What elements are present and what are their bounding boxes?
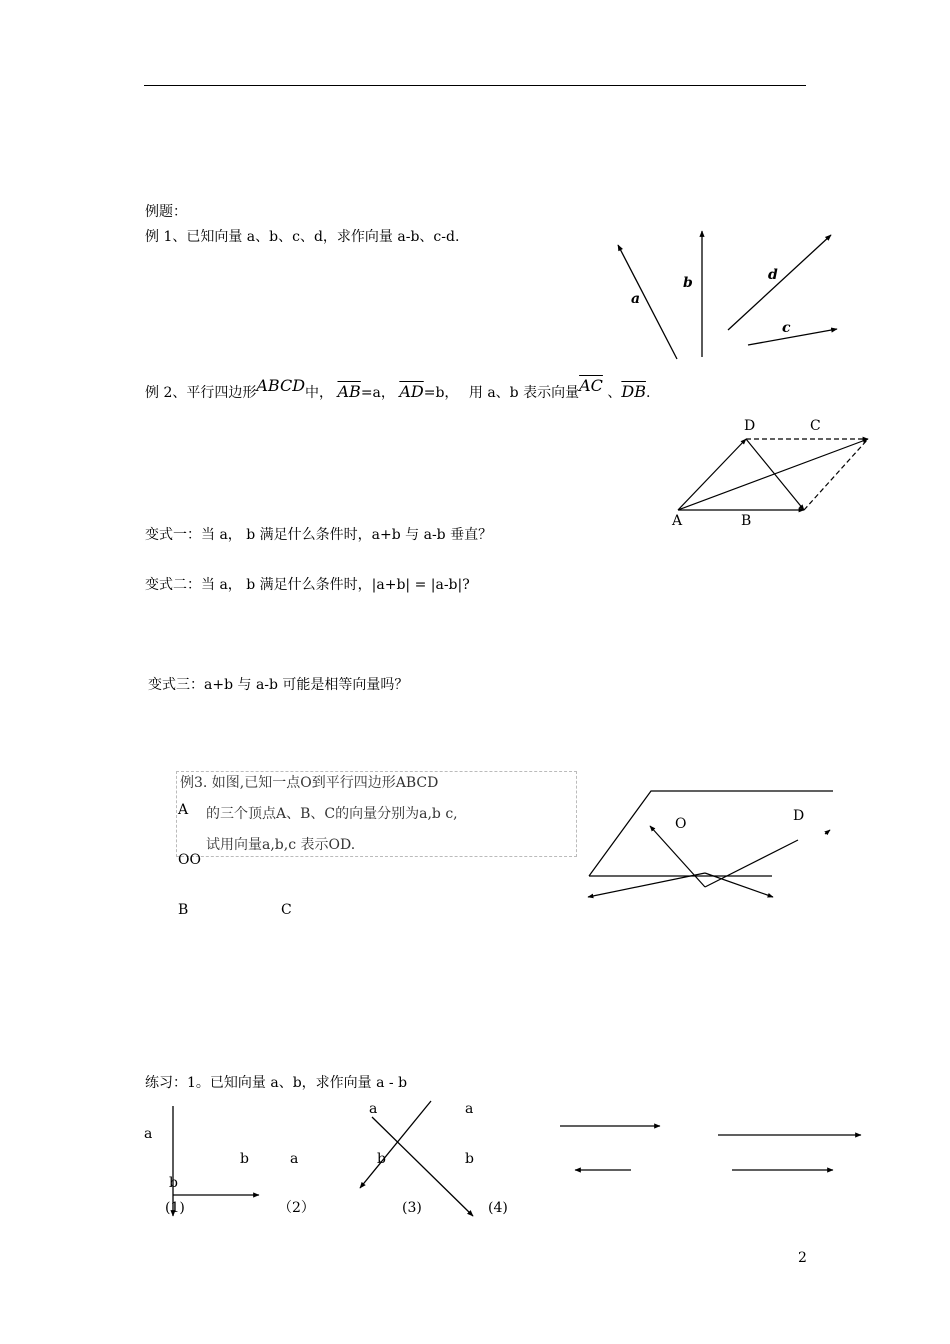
example-3-label-c: C bbox=[281, 902, 292, 918]
practice-1-b2: b bbox=[169, 1175, 178, 1191]
ex2-vec-ad: $\overline{AD}$ bbox=[399, 382, 424, 401]
example-3-figure bbox=[588, 791, 833, 897]
vector-d-label: d bbox=[768, 267, 778, 283]
ex2-sep: 、 bbox=[607, 385, 622, 401]
example-1-text: 例 1、已知向量 a、b、c、d，求作向量 a-b、c-d. bbox=[145, 229, 460, 245]
practice-figures bbox=[173, 1101, 861, 1216]
vector-d-arrow bbox=[728, 235, 831, 330]
vector-a-arrow bbox=[618, 245, 677, 359]
practice-title: 练习：1。已知向量 a、b，求作向量 a - b bbox=[145, 1075, 408, 1091]
variation-2: 变式二：当 a， b 满足什么条件时，|a+b| = |a-b|? bbox=[145, 577, 470, 593]
variation-1: 变式一：当 a， b 满足什么条件时，a+b 与 a-b 垂直？ bbox=[145, 527, 493, 543]
ex2-eq-a: =a， bbox=[360, 385, 395, 401]
example-3-label-b: B bbox=[178, 902, 189, 918]
ex2-vec-ab: $\overline{AB}$ bbox=[337, 382, 361, 401]
practice-num-1: (1) bbox=[165, 1200, 185, 1216]
example-3-label-oo: OO bbox=[178, 852, 201, 868]
ex2-mid: 用 a、b 表示向量 bbox=[468, 385, 580, 401]
vector-b-label: b bbox=[683, 275, 693, 291]
ex2-eq-b: =b， bbox=[423, 385, 459, 401]
parallelogram-figure bbox=[678, 439, 868, 510]
variation-3: 变式三：a+b 与 a-b 可能是相等向量吗？ bbox=[148, 677, 409, 693]
practice-1-a: a bbox=[144, 1126, 153, 1142]
ex2-abcd: ABCD bbox=[256, 376, 306, 395]
point-c-label: C bbox=[810, 418, 821, 434]
practice-num-2: （2） bbox=[278, 1200, 315, 1216]
ex2-prefix: 例 2、平行四边形 bbox=[145, 385, 257, 401]
point-d2-label: D bbox=[793, 808, 805, 824]
example-3-label-a: A bbox=[178, 802, 189, 818]
point-a-label: A bbox=[672, 513, 683, 529]
practice-3-b: b bbox=[377, 1151, 386, 1167]
point-b-label: B bbox=[741, 513, 752, 529]
ex2-vec-ac: $\overline{AC}$ bbox=[579, 376, 603, 395]
example-3-line-2: 的三个顶点A、B、C的向量分别为a,b c, bbox=[206, 806, 458, 822]
practice-4-a: a bbox=[465, 1101, 474, 1117]
practice-num-3: (3) bbox=[402, 1200, 422, 1216]
point-d-label: D bbox=[744, 418, 756, 434]
ex2-vec-db: $\overline{DB}$ bbox=[621, 382, 646, 401]
point-o-label: O bbox=[675, 816, 687, 832]
ex2-zhong: 中， bbox=[305, 385, 334, 401]
practice-1-b: b bbox=[240, 1151, 249, 1167]
example-3-line-1: 例3. 如图,已知一点O到平行四边形ABCD bbox=[180, 775, 439, 791]
vector-c-label: c bbox=[782, 320, 791, 336]
practice-2-a: a bbox=[290, 1151, 299, 1167]
ex2-end: . bbox=[645, 385, 651, 401]
vector-a-label: a bbox=[631, 291, 641, 307]
practice-num-4: (4) bbox=[488, 1200, 508, 1216]
section-title: 例题： bbox=[145, 204, 187, 220]
example-3-line-3: 试用向量a,b,c 表示OD. bbox=[206, 837, 356, 853]
vector-c-arrow bbox=[748, 329, 837, 345]
practice-4-b: b bbox=[465, 1151, 474, 1167]
page-number: 2 bbox=[798, 1250, 807, 1266]
practice-3-a: a bbox=[369, 1101, 378, 1117]
